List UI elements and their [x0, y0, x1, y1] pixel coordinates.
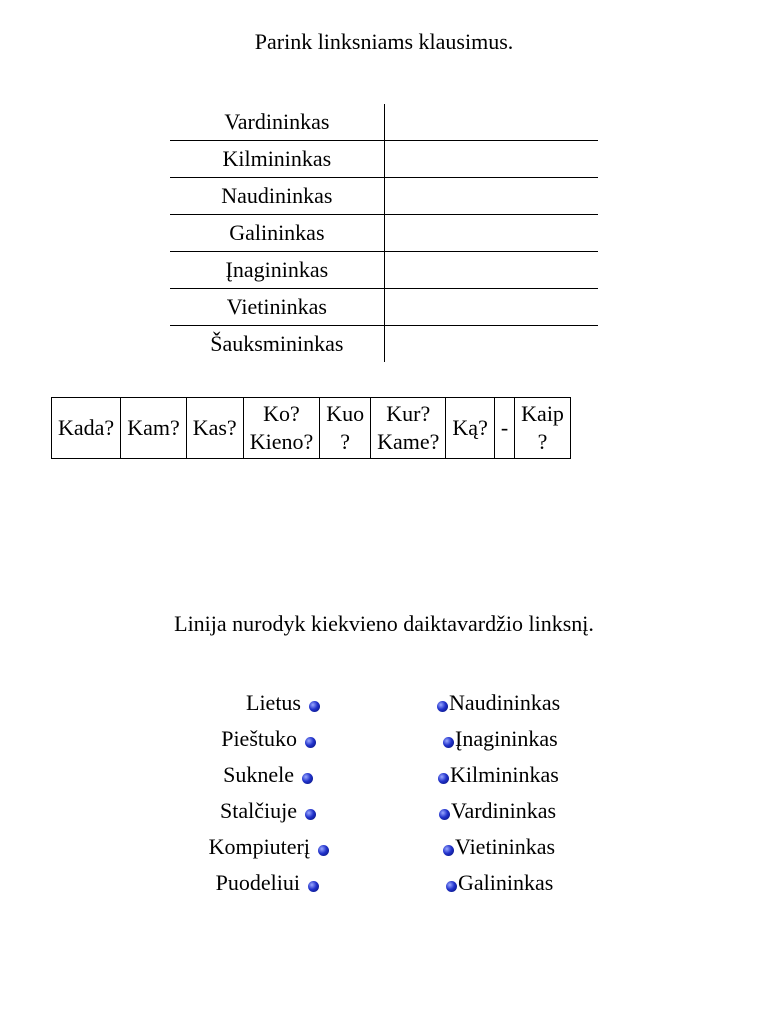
bullet-dot-icon[interactable]	[305, 809, 316, 820]
case-name-sauksmininkas: Šauksmininkas	[170, 326, 384, 363]
question-cell-kaip[interactable]	[515, 398, 571, 459]
noun-item[interactable]	[209, 832, 329, 862]
noun-item[interactable]	[223, 760, 313, 790]
question-line: Kieno?	[249, 429, 314, 454]
question-cell-kuo[interactable]	[320, 398, 371, 459]
question-row	[52, 398, 571, 459]
bullet-dot-icon[interactable]	[439, 809, 450, 820]
case-row	[170, 326, 598, 363]
case-row	[170, 252, 598, 289]
exercise2-title: Linija nurodyk kiekvieno daiktavardžio linksnį.	[174, 611, 594, 636]
case-answer-cell[interactable]	[384, 215, 598, 252]
bullet-dot-icon[interactable]	[305, 737, 316, 748]
case-item[interactable]	[446, 868, 553, 898]
bullet-dot-icon[interactable]	[443, 845, 454, 856]
noun-item[interactable]	[216, 868, 319, 898]
noun-label: Suknele	[223, 762, 294, 787]
case-label: Kilmininkas	[450, 762, 559, 787]
case-answer-cell[interactable]	[384, 141, 598, 178]
case-name-galininkas: Galininkas	[170, 215, 384, 252]
case-label: Įnagininkas	[455, 726, 558, 751]
bullet-dot-icon[interactable]	[302, 773, 313, 784]
question-table	[51, 397, 571, 459]
noun-label: Kompiuterį	[208, 834, 310, 859]
bullet-dot-icon[interactable]	[438, 773, 449, 784]
case-name-inagininkas: Įnagininkas	[170, 252, 384, 289]
case-item[interactable]	[438, 760, 559, 790]
question-line: Kam?	[127, 415, 180, 440]
bullet-dot-icon[interactable]	[308, 881, 319, 892]
case-label: Naudininkas	[449, 690, 561, 715]
case-label: Vardininkas	[451, 798, 557, 823]
case-answer-cell[interactable]	[384, 326, 598, 363]
case-name-naudininkas: Naudininkas	[170, 178, 384, 215]
case-item[interactable]	[443, 724, 558, 754]
case-answer-cell[interactable]	[384, 252, 598, 289]
bullet-dot-icon[interactable]	[309, 701, 320, 712]
case-item[interactable]	[437, 688, 560, 718]
question-line: Ką?	[452, 415, 488, 440]
question-line: Kada?	[58, 415, 115, 440]
case-row	[170, 141, 598, 178]
case-answer-cell[interactable]	[384, 104, 598, 141]
bullet-dot-icon[interactable]	[437, 701, 448, 712]
bullet-dot-icon[interactable]	[446, 881, 457, 892]
case-row	[170, 104, 598, 141]
noun-label: Pieštuko	[221, 726, 297, 751]
question-cell-kur-kame[interactable]	[371, 398, 446, 459]
case-item[interactable]	[439, 796, 556, 826]
noun-label: Puodeliui	[215, 870, 300, 895]
case-row	[170, 215, 598, 252]
bullet-dot-icon[interactable]	[443, 737, 454, 748]
case-row	[170, 178, 598, 215]
noun-label: Lietus	[246, 690, 301, 715]
case-answer-cell[interactable]	[384, 178, 598, 215]
case-table	[170, 104, 598, 362]
question-line: Kur?	[386, 401, 431, 426]
bullet-dot-icon[interactable]	[318, 845, 329, 856]
question-line: ?	[537, 429, 548, 454]
question-cell-ka[interactable]	[446, 398, 494, 459]
question-line: Kame?	[377, 429, 440, 454]
question-line: Kas?	[192, 415, 237, 440]
question-cell-ko-kieno[interactable]	[243, 398, 320, 459]
case-row	[170, 289, 598, 326]
case-item[interactable]	[443, 832, 555, 862]
noun-item[interactable]	[220, 796, 316, 826]
case-answer-cell[interactable]	[384, 289, 598, 326]
noun-item[interactable]	[246, 688, 320, 718]
exercise1-title: Parink linksniams klausimus.	[254, 29, 514, 54]
question-cell-kada[interactable]	[52, 398, 121, 459]
question-cell-kas[interactable]	[186, 398, 243, 459]
question-line: ?	[340, 429, 351, 454]
question-line: Kaip	[521, 401, 564, 426]
case-name-vardininkas: Vardininkas	[170, 104, 384, 141]
question-line: Kuo	[326, 401, 365, 426]
question-cell-kam[interactable]	[121, 398, 187, 459]
case-name-vietininkas: Vietininkas	[170, 289, 384, 326]
question-line: -	[500, 415, 509, 440]
question-line: Ko?	[263, 401, 300, 426]
case-label: Vietininkas	[455, 834, 556, 859]
case-name-kilmininkas: Kilmininkas	[170, 141, 384, 178]
question-cell-dash[interactable]	[494, 398, 514, 459]
noun-item[interactable]	[221, 724, 316, 754]
case-label: Galininkas	[458, 870, 554, 895]
noun-label: Stalčiuje	[220, 798, 297, 823]
